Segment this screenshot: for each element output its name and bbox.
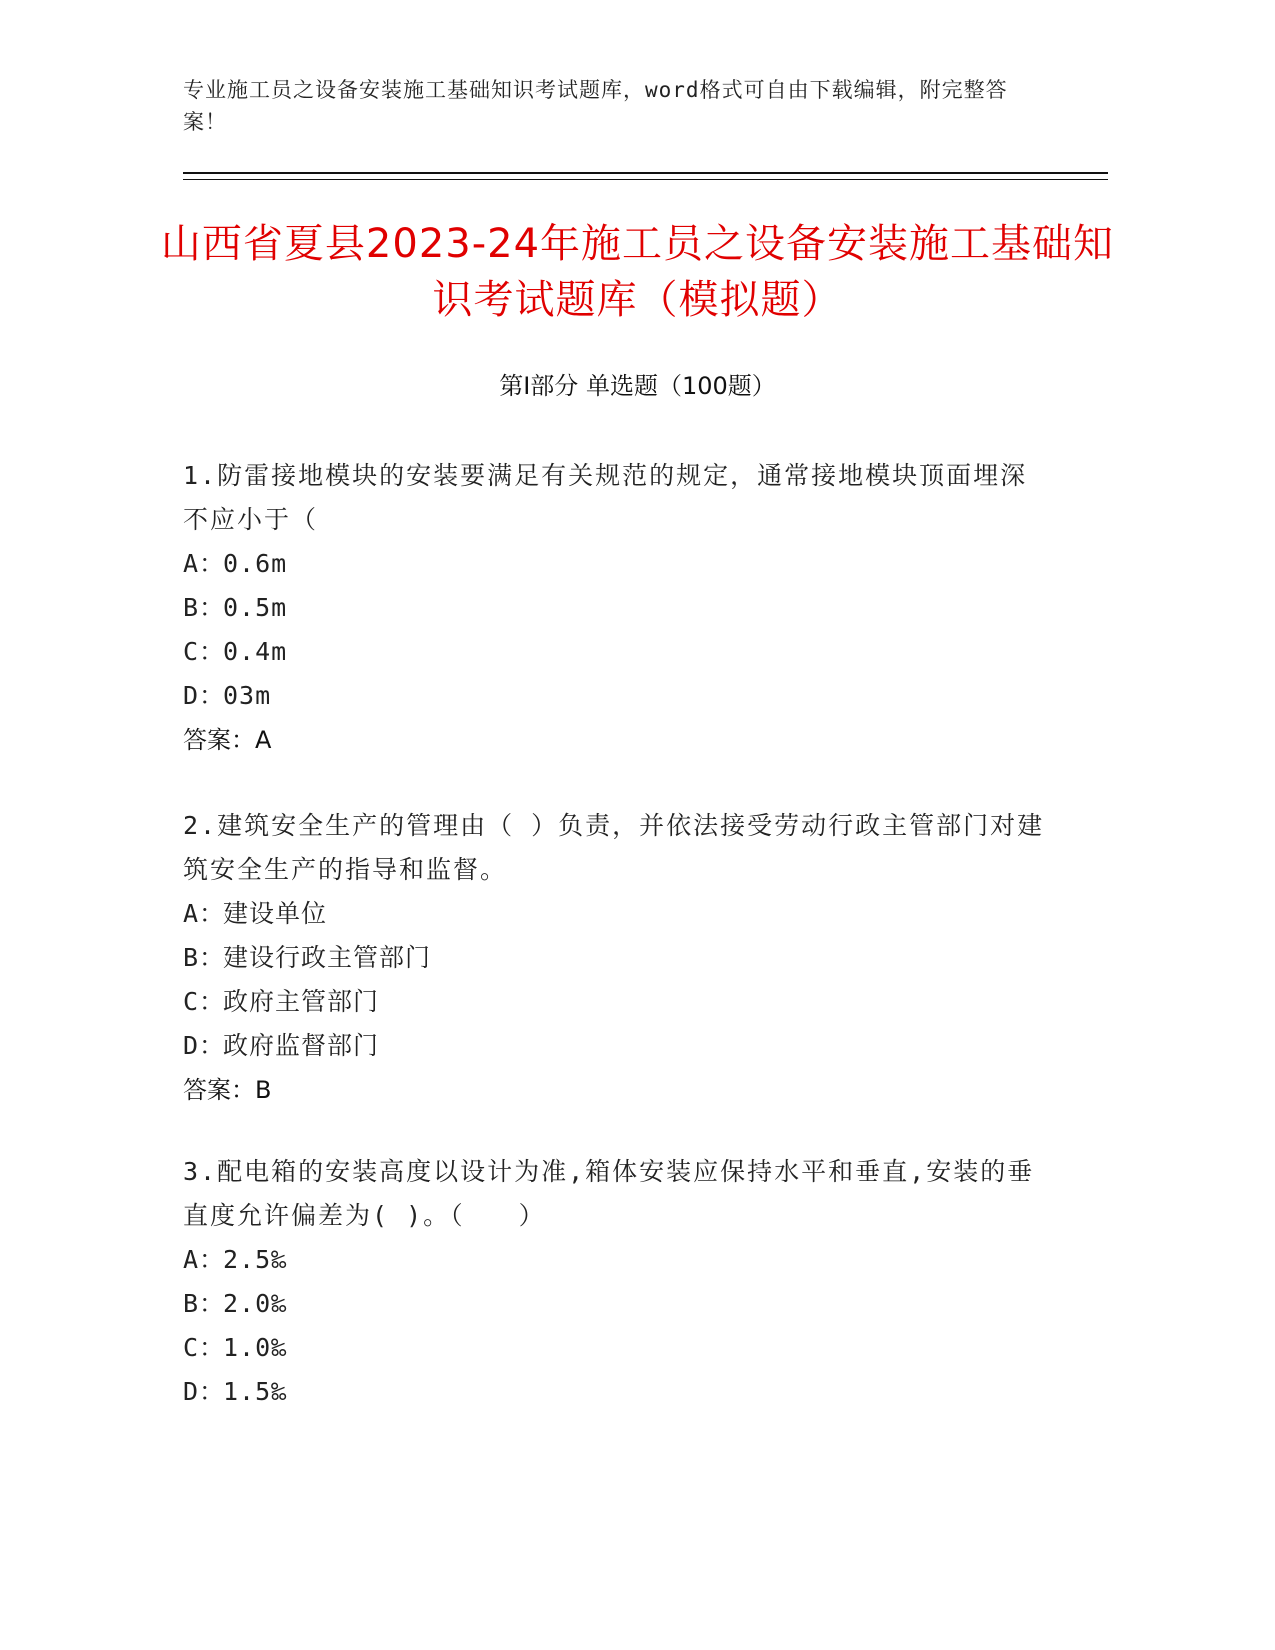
option-text: 03m bbox=[223, 681, 272, 710]
question-stem: 1.防雷接地模块的安装要满足有关规范的规定，通常接地模块顶面埋深不应小于（ bbox=[183, 461, 1028, 534]
option-b bbox=[183, 1282, 1053, 1326]
option-key: B： bbox=[183, 1289, 226, 1318]
option-key: A： bbox=[183, 899, 226, 928]
option-d bbox=[183, 1370, 1053, 1414]
option-key: B： bbox=[183, 593, 226, 622]
option-key: D： bbox=[183, 1031, 226, 1060]
question-2 bbox=[183, 804, 1053, 1112]
option-text: 0.5m bbox=[223, 593, 288, 622]
option-b bbox=[183, 936, 1053, 980]
option-key: A： bbox=[183, 1245, 226, 1274]
option-text: 建设行政主管部门 bbox=[223, 943, 432, 972]
option-text: 政府监督部门 bbox=[223, 1031, 380, 1060]
option-text: 0.6m bbox=[223, 549, 288, 578]
option-text: 1.0‰ bbox=[223, 1333, 288, 1362]
option-text: 政府主管部门 bbox=[223, 987, 380, 1016]
option-text: 建设单位 bbox=[223, 899, 328, 928]
option-key: D： bbox=[183, 1377, 226, 1406]
section-heading: 第I部分 单选题（100题） bbox=[499, 372, 776, 400]
option-text: 1.5‰ bbox=[223, 1377, 288, 1406]
option-key: A： bbox=[183, 549, 226, 578]
header-divider bbox=[183, 172, 1108, 174]
option-d bbox=[183, 1024, 1053, 1068]
option-text: 2.0‰ bbox=[223, 1289, 288, 1318]
answer: 答案：A bbox=[183, 726, 272, 754]
option-key: C： bbox=[183, 1333, 226, 1362]
question-1 bbox=[183, 454, 1053, 762]
answer: 答案：B bbox=[183, 1076, 272, 1104]
question-stem: 3.配电箱的安装高度以设计为准,箱体安装应保持水平和垂直,安装的垂直度允许偏差为( )。（ ） bbox=[183, 1157, 1035, 1230]
option-text: 2.5‰ bbox=[223, 1245, 288, 1274]
option-c bbox=[183, 1326, 1053, 1370]
option-a bbox=[183, 1238, 1053, 1282]
header-divider-thin bbox=[183, 179, 1108, 180]
option-a bbox=[183, 892, 1053, 936]
option-b bbox=[183, 586, 1053, 630]
option-a bbox=[183, 542, 1053, 586]
document-title: 山西省夏县2023-24年施工员之设备安装施工基础知识考试题库（模拟题） bbox=[160, 221, 1115, 323]
question-stem: 2.建筑安全生产的管理由（ ）负责，并依法接受劳动行政主管部门对建筑安全生产的指导和监督。 bbox=[183, 811, 1045, 884]
option-key: D： bbox=[183, 681, 226, 710]
option-c bbox=[183, 630, 1053, 674]
option-text: 0.4m bbox=[223, 637, 288, 666]
option-c bbox=[183, 980, 1053, 1024]
option-d bbox=[183, 674, 1053, 718]
option-key: C： bbox=[183, 637, 226, 666]
option-key: C： bbox=[183, 987, 226, 1016]
option-key: B： bbox=[183, 943, 226, 972]
header-note: 专业施工员之设备安装施工基础知识考试题库，word格式可自由下载编辑，附完整答案！ bbox=[183, 78, 1008, 134]
question-3 bbox=[183, 1150, 1053, 1414]
